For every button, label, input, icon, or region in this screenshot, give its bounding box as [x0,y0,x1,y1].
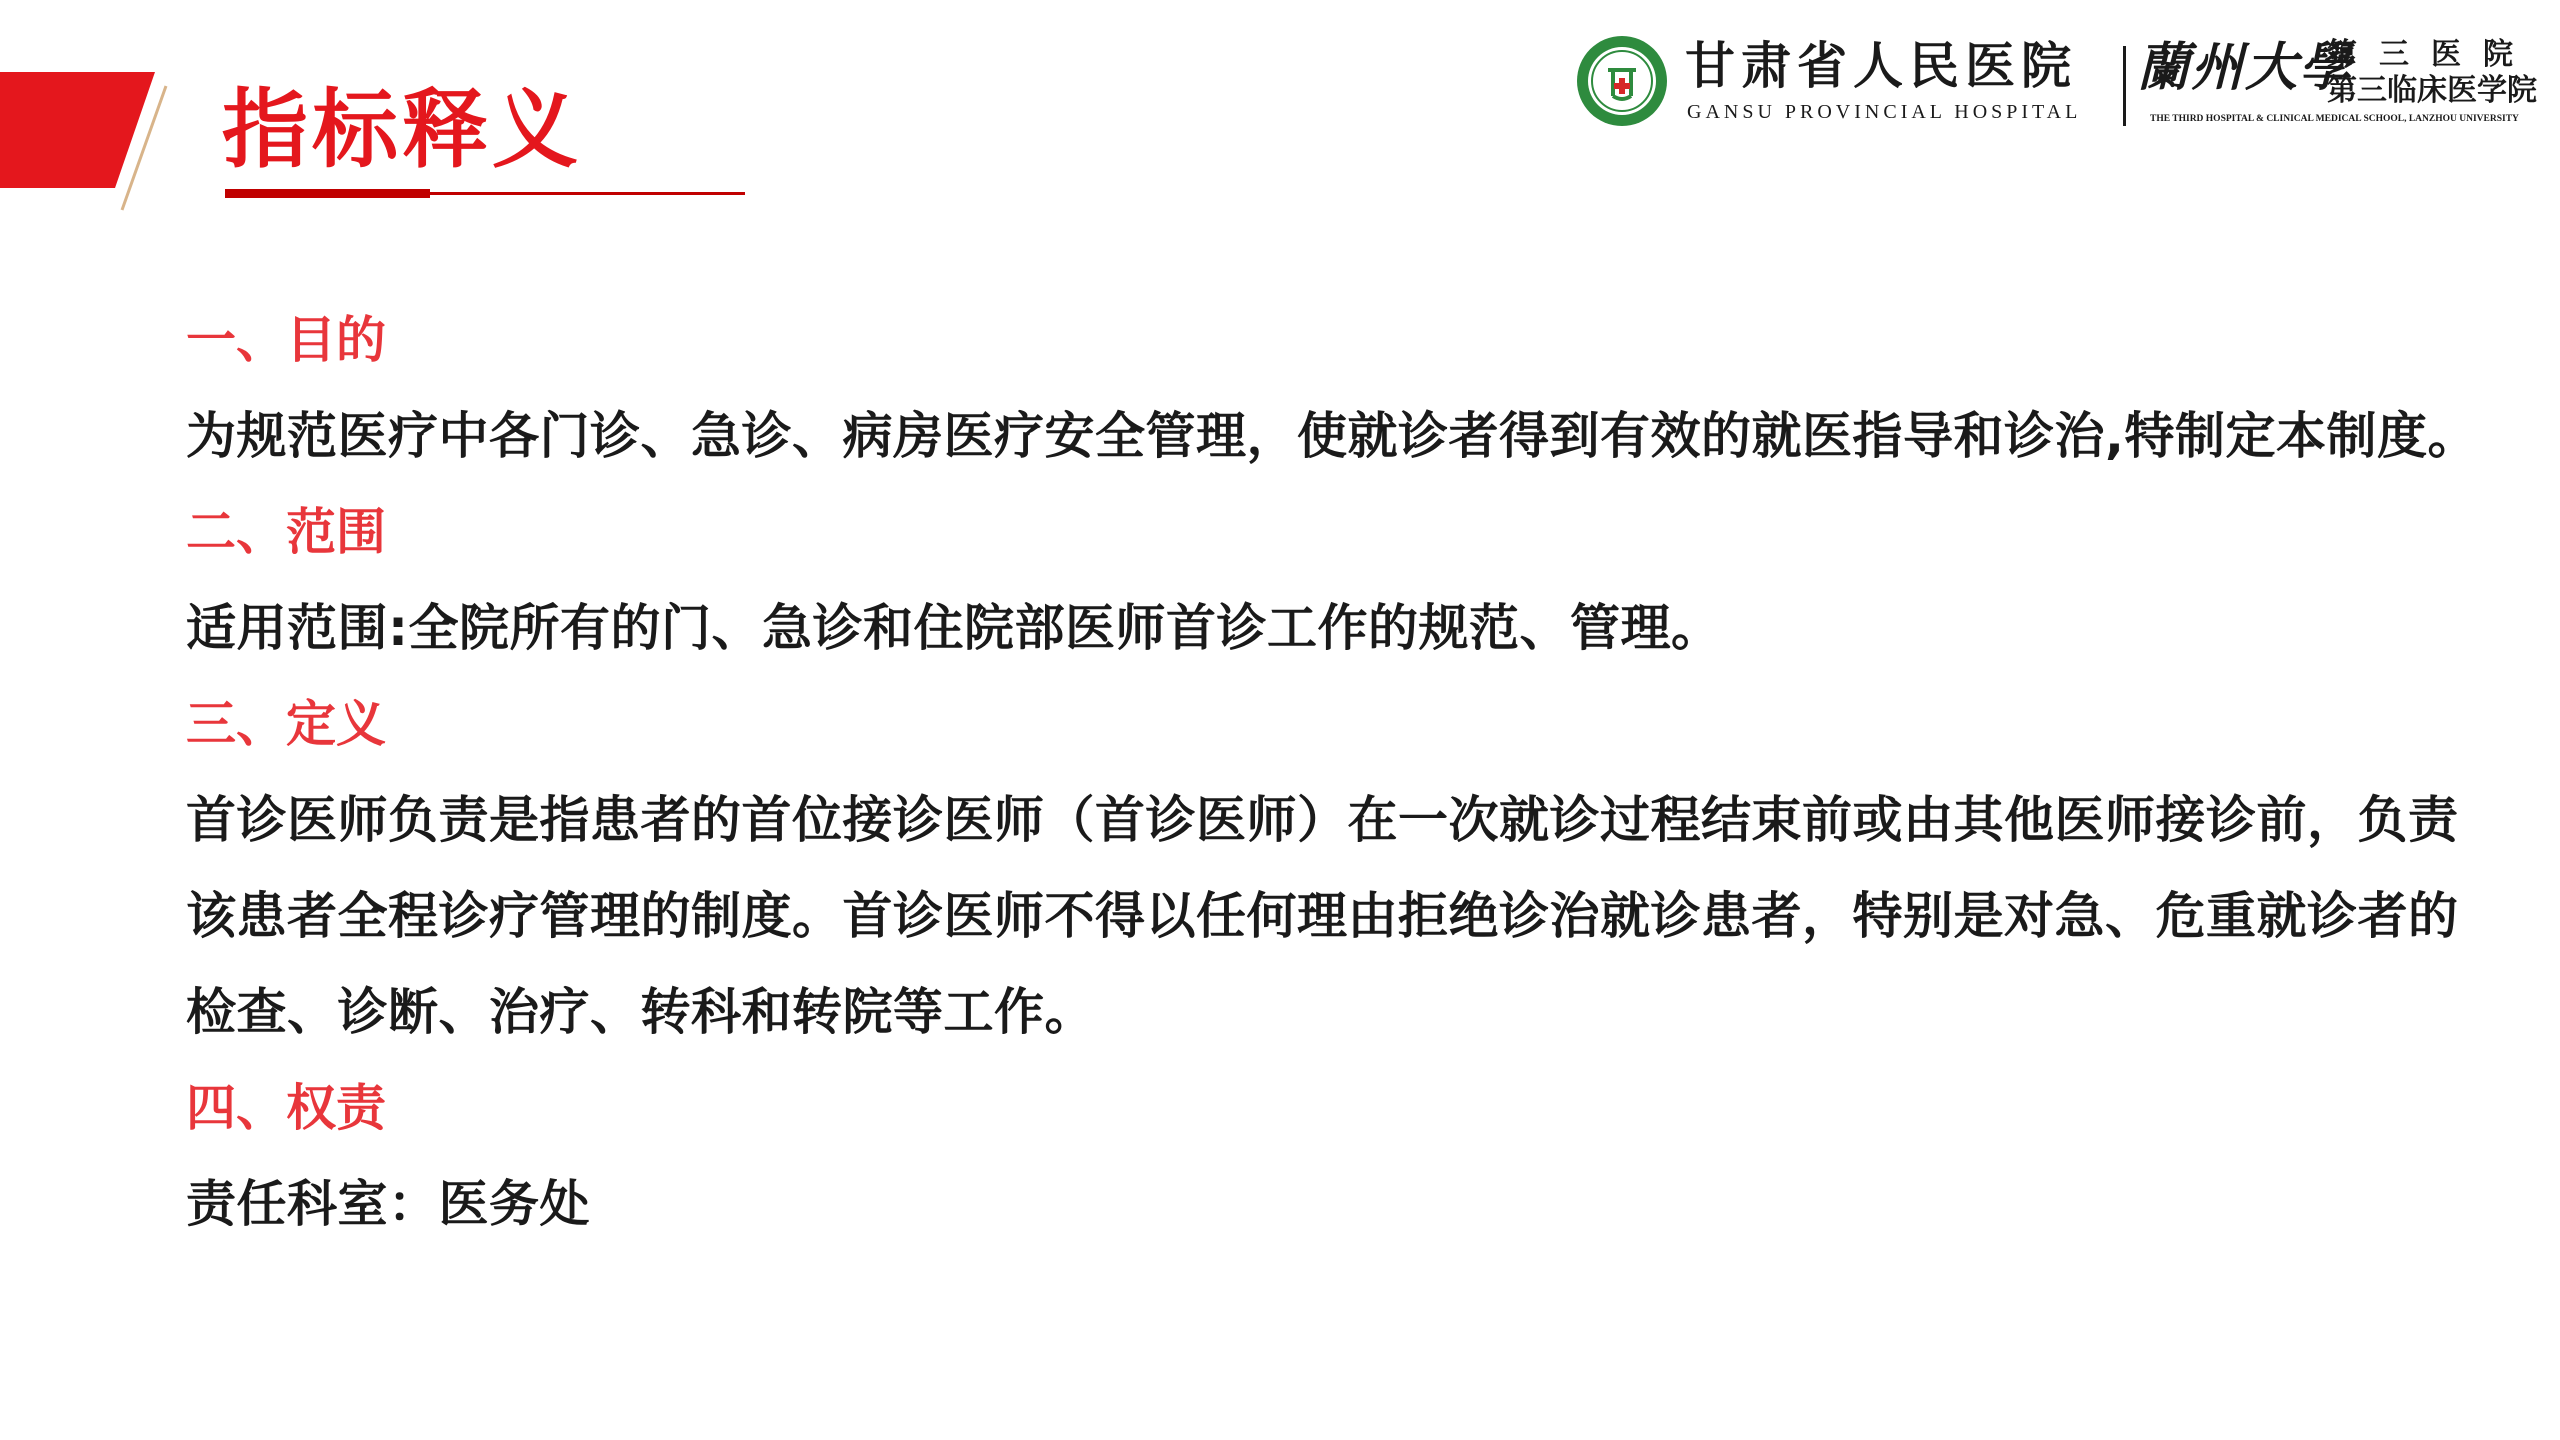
section-heading-purpose: 一、目的 [186,311,386,369]
section-heading-responsibility: 四、权责 [186,1079,386,1137]
section-body-purpose: 为规范医疗中各门诊、急诊、病房医疗安全管理，使就诊者得到有效的就医指导和诊治,特制定本制度。 [186,407,2478,465]
section-heading-definition: 三、定义 [186,695,386,753]
title-underline-thin [430,192,745,195]
hospital-logo [1575,34,2545,134]
page-title: 指标释义 [222,80,582,180]
hospital-name-cn: 甘肃省人民医院 [1685,36,2077,95]
university-name-cn: 蘭州大學 [2137,37,2354,98]
university-name-en: THE THIRD HOSPITAL & CLINICAL MEDICAL SCHOOL, LANZHOU UNIVERSITY [2150,114,2519,124]
title-underline-thick [225,189,430,198]
section-heading-scope: 二、范围 [186,503,386,561]
content-body [186,292,2496,1252]
logo-divider [2123,46,2126,126]
section-body-scope: 适用范围:全院所有的门、急诊和住院部医师首诊工作的规范、管理。 [186,599,1722,657]
third-hospital-label: 第三医院 [2327,37,2535,72]
hospital-name-en: GANSU PROVINCIAL HOSPITAL [1687,101,2082,123]
hospital-emblem-icon [1575,34,1669,128]
clinical-school-label: 第三临床医学院 [2327,73,2537,108]
section-body-responsibility: 责任科室：医务处 [186,1175,590,1233]
header-accent-shape [0,0,210,220]
section-body-definition: 首诊医师负责是指患者的首位接诊医师（首诊医师）在一次就诊过程结束前或由其他医师接诊前，负责该患者全程诊疗管理的制度。首诊医师不得以任何理由拒绝诊治就诊患者，特别是对急、危重就诊者的检查、诊断、治疗、转科和转院等工作。 [186,791,2459,1041]
